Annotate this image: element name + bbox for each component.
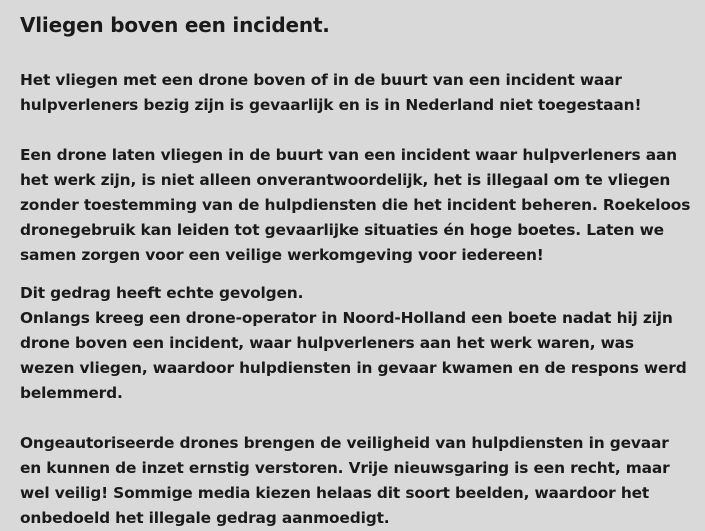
paragraph-unauthorized-drones: Ongeautoriseerde drones brengen de veiligheid van hulpdiensten in gevaar en kunnen de inzet ernstig verstoren. Vrije nieuwsgaring is een recht, maar wel veilig! Sommige media kiezen helaas dit soort beelden, waardoor het onbedoeld het illegale gedrag aanmoedigt.	[20, 434, 670, 527]
paragraph-consequences: Dit gedrag heeft echte gevolgen. Onlangs kreeg een drone-operator in Noord-Holland een boete nadat hij zijn drone boven een incident, waar hulpverleners aan het werk waren, was wezen vliegen, waardoor hulpdiensten in gevaar kwamen en de respons werd belemmerd.	[20, 284, 687, 402]
paragraph-intro: Het vliegen met een drone boven of in de buurt van een incident waar hulpverleners bezig zijn is gevaarlijk en is in Nederland niet toegestaan!	[20, 71, 642, 114]
paragraph-illegal-flying: Een drone laten vliegen in de buurt van een incident waar hulpverleners aan het werk zijn, is niet alleen onverantwoordelijk, het is illegaal om te vliegen zonder toestemming van de hulpdiensten die het incident beheren. Roekeloos dronegebruik kan leiden tot gevaarlijke situaties én hoge boetes. Laten we samen zorgen voor een veilige werkomgeving voor iedereen!	[20, 146, 691, 264]
document-title: Vliegen boven een incident.	[20, 13, 330, 37]
